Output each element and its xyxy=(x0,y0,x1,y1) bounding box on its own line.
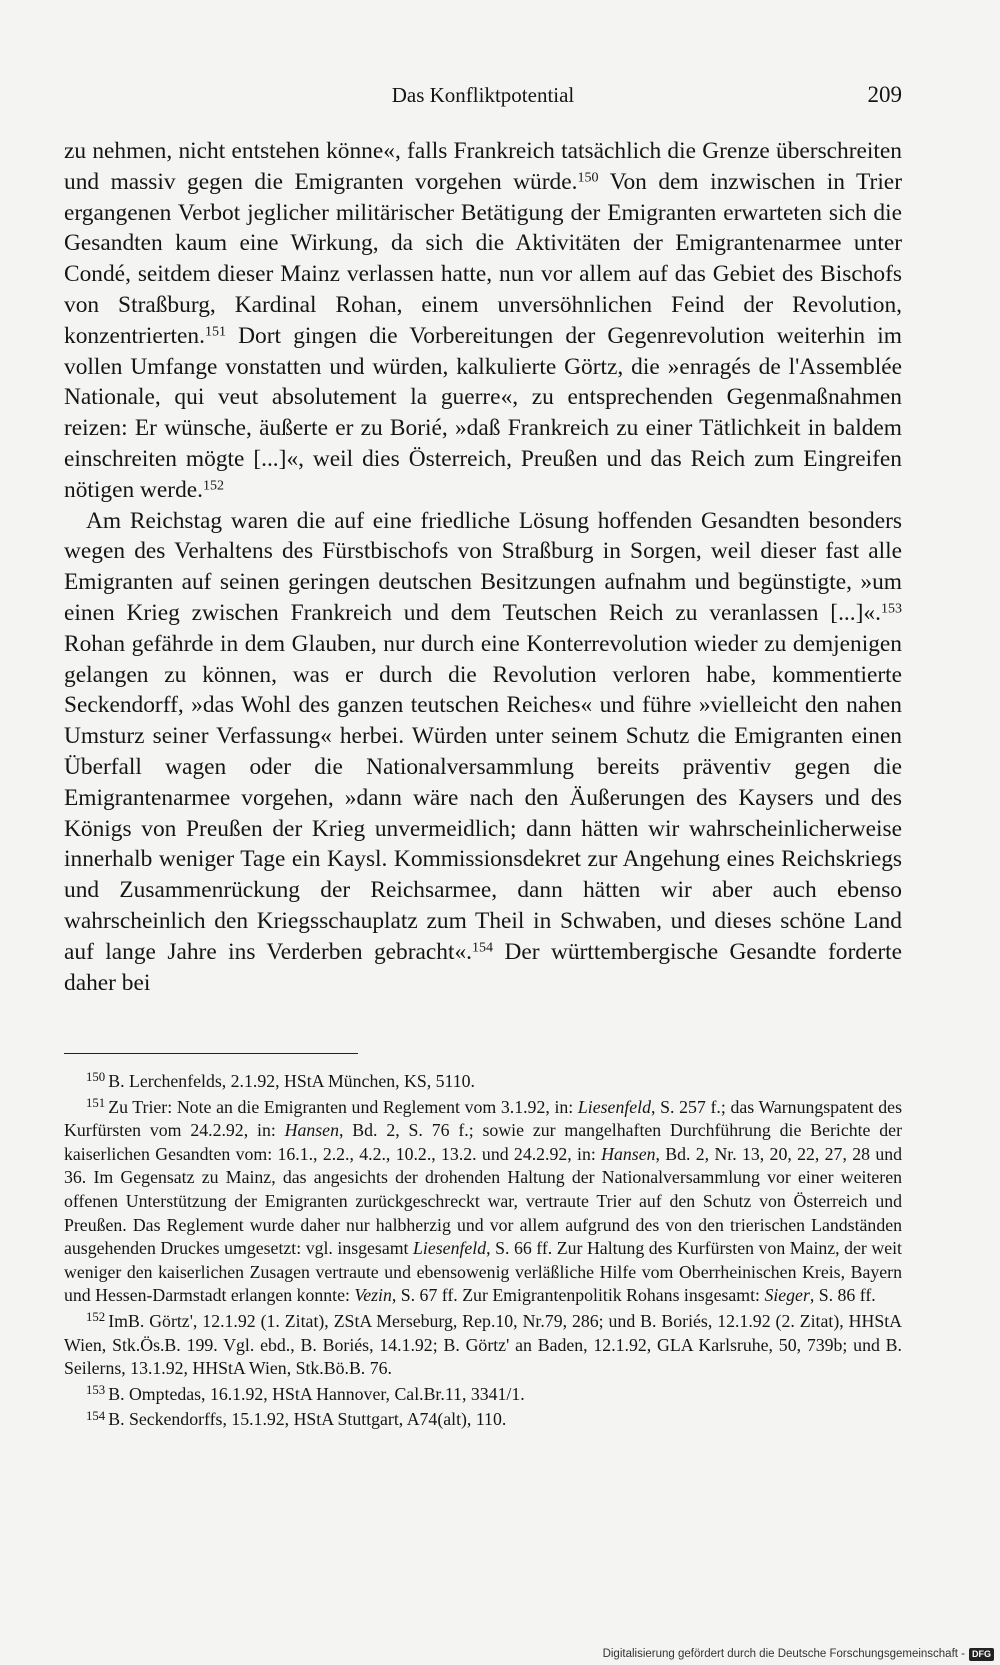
footnotes xyxy=(64,1070,902,1434)
text-run: zu nehmen, nicht entstehen könne«, falls Frankreich tatsächlich die Grenze überschreiten und massiv gegen die Emigranten vorgehen würde. xyxy=(64,138,902,195)
footnote-153 xyxy=(64,1383,902,1407)
footnote-text: , S. 257 f.; das Warnungspatent des Kurfürsten vom 24.2.92, in: xyxy=(64,1096,902,1141)
footnote-151 xyxy=(64,1096,902,1308)
footnote-152 xyxy=(64,1310,902,1381)
footnote-text: Zu Trier: Note an die Emigranten und Reglement vom 3.1.92, in: xyxy=(108,1096,578,1117)
footnote-text: , S. 86 ff. xyxy=(809,1285,876,1306)
credit-text: Digitalisierung gefördert durch die Deutsche Forschungsgemeinschaft - xyxy=(602,1648,965,1660)
text-run: Dort gingen die Vorbereitungen der Gegenrevolution weiterhin im vollen Umfange vonstatten und würden, kalkulierte Görtz, die »enragés de l'Assemblée Nationale, qui veut absolutement la guerre«, zu entsprechenden Gegenmaßnahmen reizen: Er wünsche, äußerte er zu Borié, »daß Frankreich zu einer Tätlichkeit in baldem einschreiten mögte [...]«, weil dies Österreich, Preußen und das Reich zum Eingreifen nötigen werde. xyxy=(64,322,902,503)
footnote-number: 154 xyxy=(86,1408,106,1423)
footnote-number: 150 xyxy=(86,1070,106,1085)
footnote-text: , S. 66 ff. Zur Haltung des Kurfürsten von Mainz, der weit weniger den kaiserlichen Zusagen vertraute und ebensowenig verläßliche Hilfe vom Oberrheinischen Kreis, Bayern und Hessen-Darmstadt erlangen konnte: xyxy=(64,1238,902,1306)
footnote-text: B. Omptedas, 16.1.92, HStA Hannover, Cal.Br.11, 3341/1. xyxy=(108,1383,525,1404)
footnote-154 xyxy=(64,1408,902,1432)
footnote-150 xyxy=(64,1070,902,1094)
paragraph-1 xyxy=(64,136,902,506)
text-run: Der württembergische Gesandte forderte daher bei xyxy=(64,938,903,996)
footnote-ref-150: 150 xyxy=(577,169,599,186)
citation-author: Vezin xyxy=(354,1285,392,1306)
citation-author: Liesenfeld xyxy=(413,1238,487,1259)
digitization-credit xyxy=(603,1645,994,1663)
footnote-text: ImB. Görtz', 12.1.92 (1. Zitat), ZStA Merseburg, Rep.10, Nr.79, 286; und B. Boriés, 12.1.92 (2. Zitat), HHStA Wien, Stk.Ös.B. 199. Vgl. ebd., B. Boriés, 14.1.92; B. Görtz' an Baden, 12.1.92, GLA Karlsruhe, 50, 739b; und B. Seilerns, 13.1.92, HHStA Wien, Stk.Bö.B. 76. xyxy=(64,1310,902,1379)
footnote-number: 152 xyxy=(86,1310,106,1325)
footnote-number: 151 xyxy=(86,1095,106,1110)
running-header xyxy=(64,80,902,112)
footnote-ref-153: 153 xyxy=(880,600,902,617)
citation-author: Sieger xyxy=(764,1285,810,1306)
text-run: Am Reichstag waren die auf eine friedliche Lösung hoffenden Gesandten besonders wegen des Verhaltens des Fürstbischofs von Straßburg in Sorgen, weil dieser fast alle Emigranten auf seinen geringen deutschen Besitzungen aufnahm und begünstigte, »um einen Krieg zwischen Frankreich und dem Teutschen Reich zu veranlassen [...]«. xyxy=(64,507,902,626)
footnote-ref-152: 152 xyxy=(203,477,225,494)
text-run: Von dem inzwischen in Trier ergangenen Verbot jeglicher militärischer Betätigung der Emigranten erwarteten sich die Gesandten kaum eine Wirkung, da sich die Aktivitäten der Emigrantenarmee unter Condé, seitdem dieser Mainz verlassen hatte, nun vor allem auf das Gebiet des Bischofs von Straßburg, Kardinal Rohan, einem unversöhnlichen Feind der Revolution, konzentrierten. xyxy=(64,168,902,349)
footnote-ref-151: 151 xyxy=(204,323,226,340)
citation-author: Hansen xyxy=(601,1143,656,1164)
text-run: Rohan gefährde in dem Glauben, nur durch eine Konterrevolution wieder zu demjenigen gelangen zu können, was er durch die Revolution verloren habe, kommentierte Seckendorff, »das Wohl des ganzen teutschen Reiches« und führe »vielleicht den nahen Umsturz seiner Verfassung« herbei. Würden unter seinem Schutz die Emigranten einen Überfall wagen oder die Nationalversammlung bereits präventiv gegen die Emigrantenarmee vorgehen, »dann wäre nach den Äußerungen des Kaysers und des Königs von Preußen der Krieg unvermeidlich; dann hätten wir wahrscheinlicherweise innerhalb weniger Tage ein Kaysl. Kommissionsdekret zur Angehung eines Reichskriegs und Zusammenrückung der Reichsarmee, dann hätten wir aber auch ebenso wahrscheinlich den Kriegsschauplatz zum Theil in Schwaben, und dieses schöne Land auf lange Jahre ins Verderben gebracht«. xyxy=(64,630,902,965)
footnote-text: , Bd. 2, S. 76 f.; sowie zur mangelhaften Durchführung die Berichte der kaiserlichen Gesandten vom: 16.1., 2.2., 4.2., 10.2., 13.2. und 24.2.92, in: xyxy=(64,1120,902,1164)
main-text xyxy=(64,136,902,998)
citation-author: Liesenfeld xyxy=(577,1096,651,1117)
running-title: Das Konfliktpotential xyxy=(391,83,575,107)
footnote-separator xyxy=(64,1053,358,1054)
footnote-text: , S. 67 ff. Zur Emigrantenpolitik Rohans insgesamt: xyxy=(391,1285,765,1306)
citation-author: Hansen xyxy=(284,1120,339,1141)
footnote-number: 153 xyxy=(86,1382,106,1397)
footnote-text: B. Seckendorffs, 15.1.92, HStA Stuttgart, A74(alt), 110. xyxy=(108,1409,507,1430)
paragraph-2 xyxy=(64,506,902,999)
footnote-text: , Bd. 2, Nr. 13, 20, 22, 27, 28 und 36. Im Gegensatz zu Mainz, das angesichts der drohenden Haltung der Nationalversammlung vor einer weiteren offenen Unterstützung der Emigranten zurückgeschreckt war, vertraute Trier auf den Schutz von Österreich und Preußen. Das Reglement wurde daher nur halbherzig und vor allem aufgrund des von den trierischen Landständen ausgehenden Druckes umgesetzt: vgl. insgesamt xyxy=(64,1143,902,1259)
footnote-text: B. Lerchenfelds, 2.1.92, HStA München, KS, 5110. xyxy=(108,1071,475,1091)
dfg-logo: DFG xyxy=(969,1648,994,1661)
page-number: 209 xyxy=(867,82,902,107)
footnote-ref-154: 154 xyxy=(472,939,494,955)
